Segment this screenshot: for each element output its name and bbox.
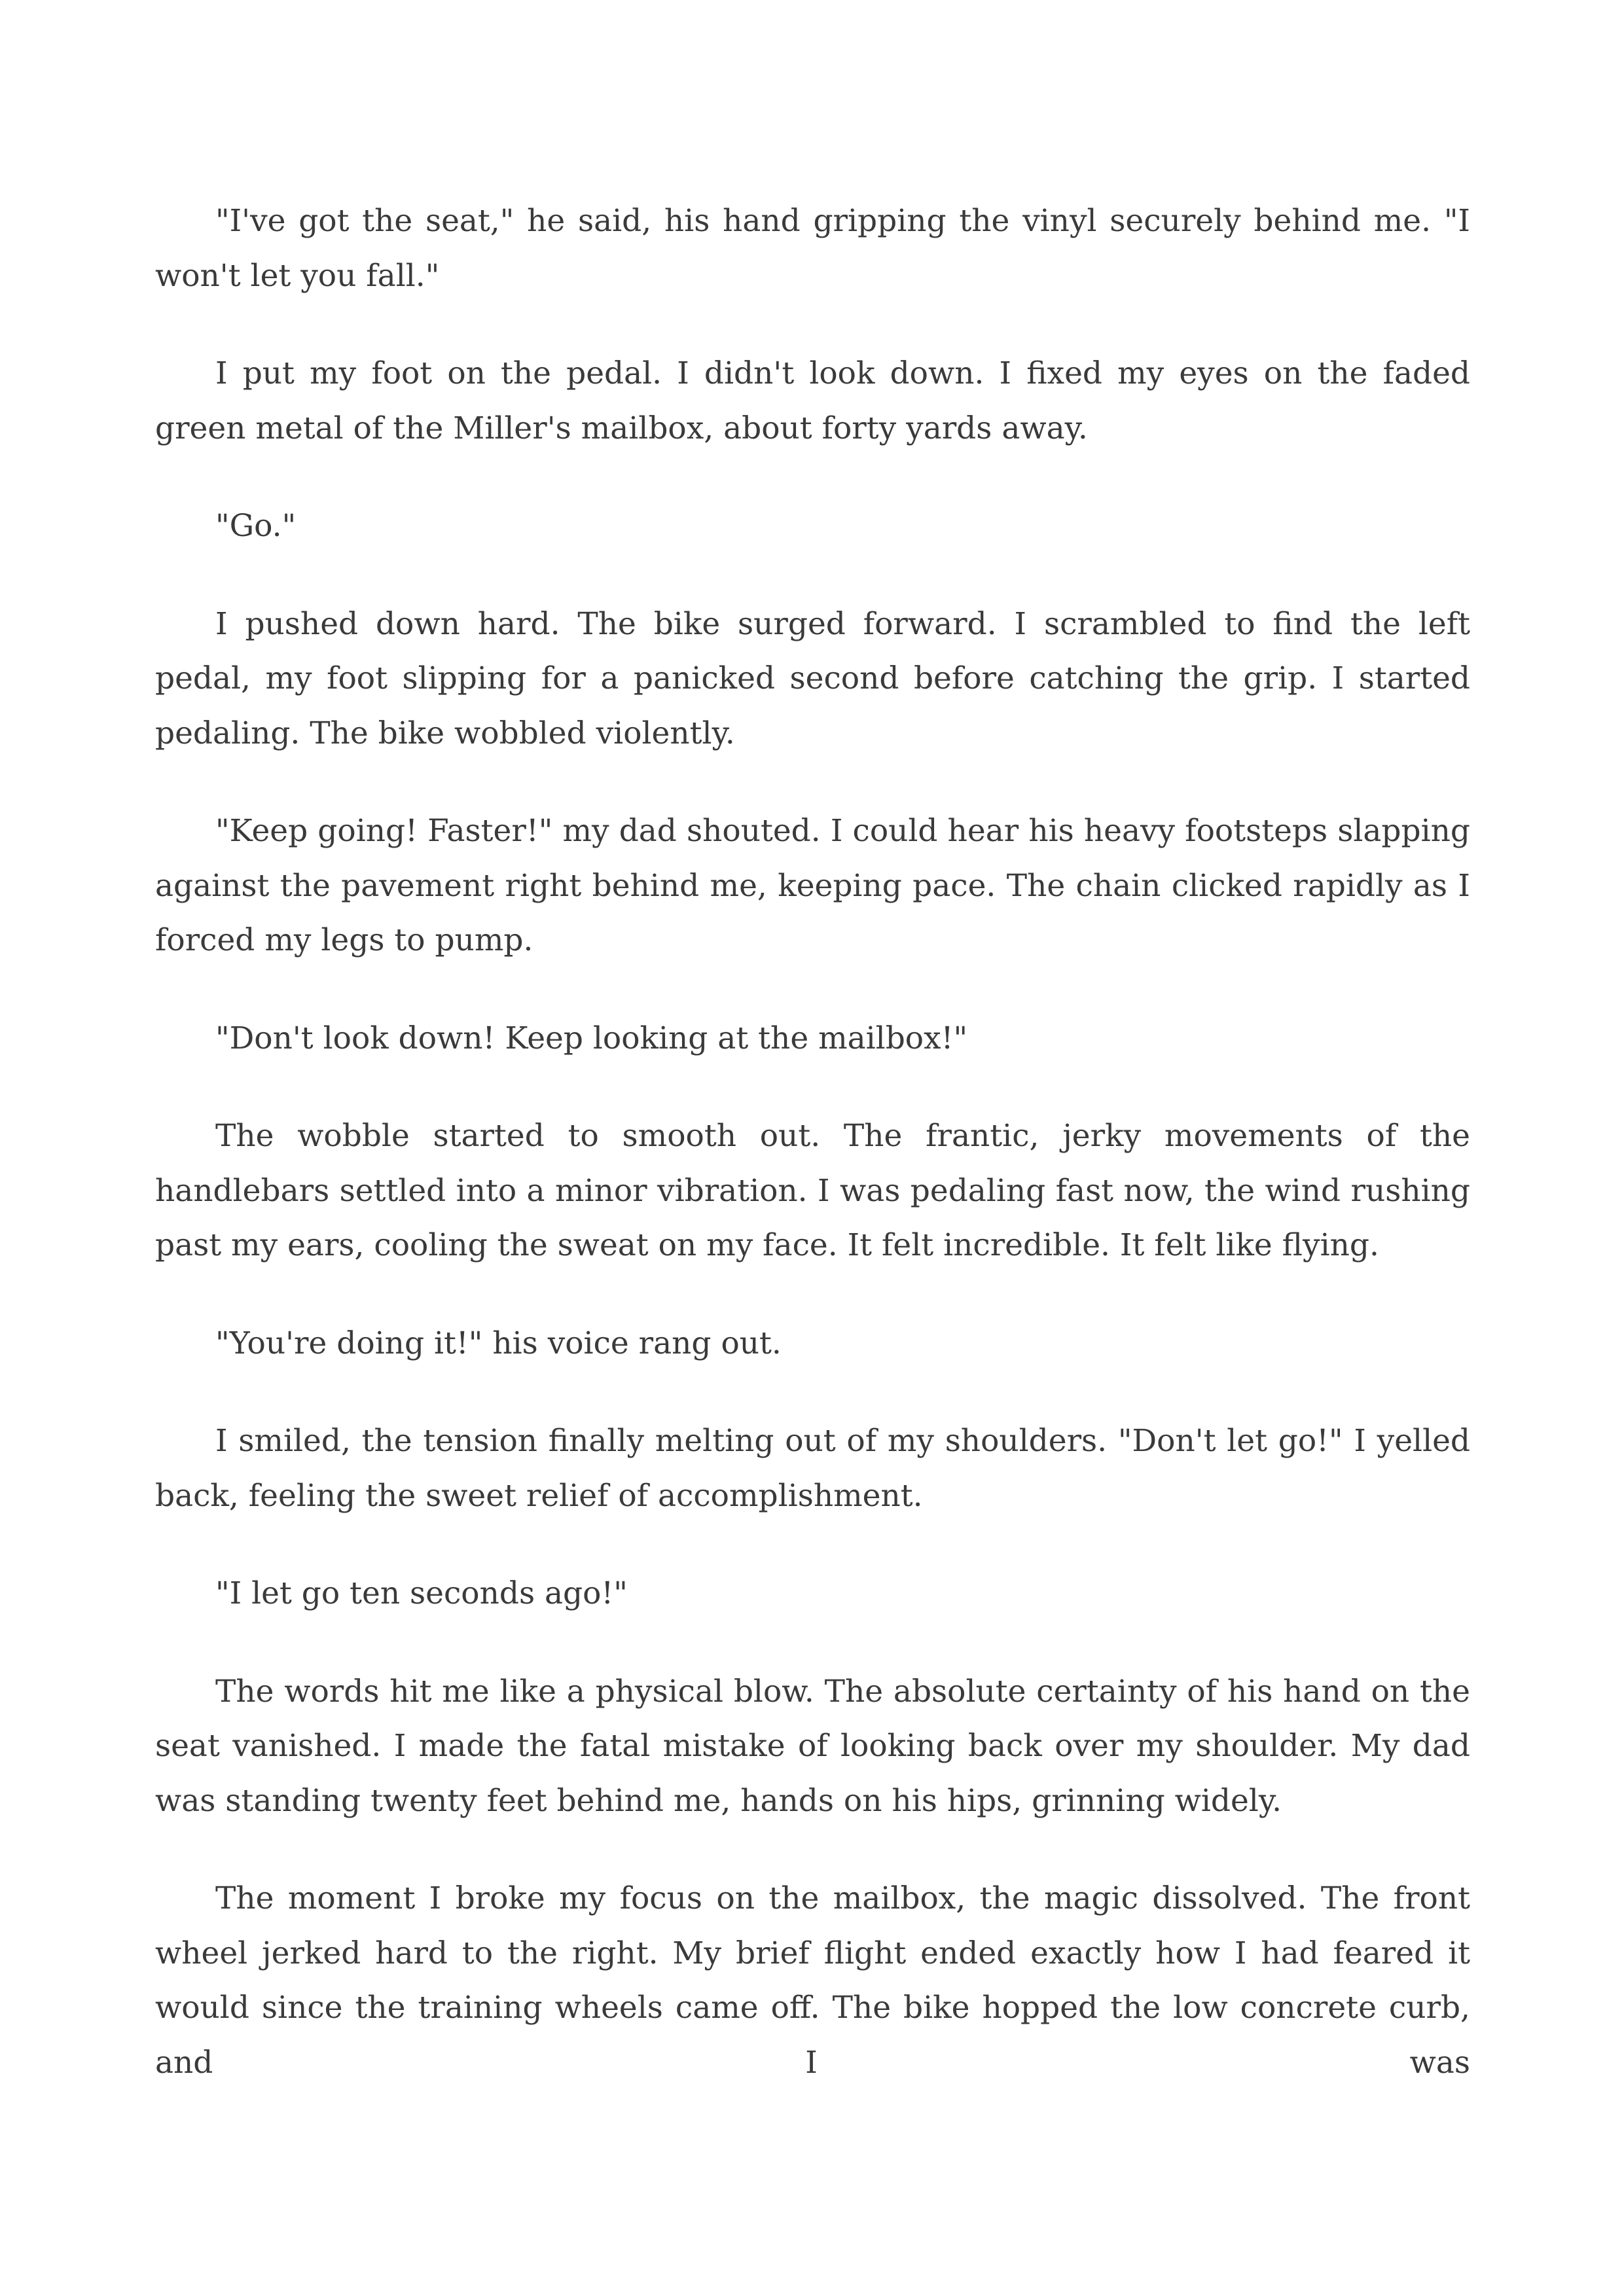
paragraph-3: "Go." xyxy=(215,508,297,544)
paragraph-1: "I've got the seat," he said, his hand gripping the vinyl securely behind me. "I won't let you fall." xyxy=(155,203,1470,294)
paragraph-12: The moment I broke my focus on the mailbox, the magic dissolved. The front wheel jerked hard to the right. My brief flight ended exactly how I had feared it would since the training wheels came off. The bike hopped the low concrete curb, and I was xyxy=(155,1880,1470,2081)
paragraph-11: The words hit me like a physical blow. The absolute certainty of his hand on the seat vanished. I made the fatal mistake of looking back over my shoulder. My dad was standing twenty feet behind me, hands on his hips, grinning widely. xyxy=(155,1673,1470,1819)
paragraph-4: I pushed down hard. The bike surged forward. I scrambled to find the left pedal, my foot slipping for a panicked second before catching the grip. I started pedaling. The bike wobbled violently. xyxy=(155,605,1470,751)
paragraph-2: I put my foot on the pedal. I didn't look down. I fixed my eyes on the faded green metal of the Miller's mailbox, about forty yards away. xyxy=(155,355,1470,446)
paragraph-10: "I let go ten seconds ago!" xyxy=(215,1575,628,1611)
paragraph-9: I smiled, the tension finally melting out of my shoulders. "Don't let go!" I yelled back, feeling the sweet relief of accomplishment. xyxy=(155,1423,1470,1514)
paragraph-5: "Keep going! Faster!" my dad shouted. I could hear his heavy footsteps slapping against the pavement right behind me, keeping pace. The chain clicked rapidly as I forced my legs to pump. xyxy=(155,813,1470,958)
paragraph-6: "Don't look down! Keep looking at the mailbox!" xyxy=(215,1020,968,1056)
body-text xyxy=(155,194,1470,2090)
paragraph-7: The wobble started to smooth out. The frantic, jerky movements of the handlebars settled into a minor vibration. I was pedaling fast now, the wind rushing past my ears, cooling the sweat on my face. It felt incredible. It felt like flying. xyxy=(155,1118,1470,1263)
paragraph-8: "You're doing it!" his voice rang out. xyxy=(215,1325,782,1361)
